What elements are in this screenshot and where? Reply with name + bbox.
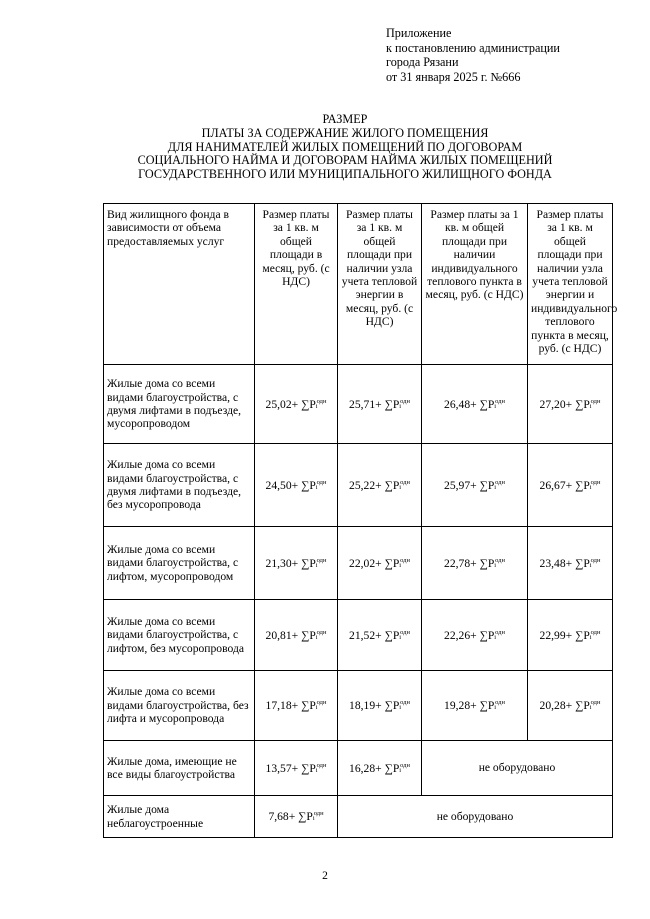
rate-cell xyxy=(255,671,338,741)
plus-sign: + xyxy=(375,628,385,642)
not-equipped-note: не оборудовано xyxy=(338,796,613,838)
table-row xyxy=(104,365,613,444)
table-row xyxy=(104,671,613,741)
rate-cell xyxy=(422,365,528,444)
title-line: ГОСУДАРСТВЕННОГО ИЛИ МУНИЦИПАЛЬНОГО ЖИЛИЩНОГО ФОНДА xyxy=(138,167,552,182)
formula-subscript: i xyxy=(399,402,402,410)
document-title xyxy=(95,113,595,182)
rate-cell xyxy=(338,671,422,741)
plus-sign: + xyxy=(291,478,302,492)
rate-cell xyxy=(528,527,613,600)
rate-value: 21,30 xyxy=(265,556,292,570)
plus-sign: + xyxy=(375,478,385,492)
column-header-heat-point-rate: Размер платы за 1 кв. м общей площади при наличии индивидуального теплового пункта в месяц, руб. (с НДС) xyxy=(422,204,528,365)
formula-superscript: одн xyxy=(590,397,601,405)
plus-sign: + xyxy=(375,556,385,570)
plus-sign: + xyxy=(291,761,302,775)
formula-subscript: i xyxy=(399,561,402,569)
formula-superscript: одн xyxy=(316,478,327,486)
rate-cell xyxy=(338,365,422,444)
rate-cell xyxy=(528,444,613,527)
rate-cell xyxy=(422,671,528,741)
rate-cell xyxy=(338,600,422,671)
rate-cell xyxy=(255,365,338,444)
formula-superscript: одн xyxy=(400,556,410,564)
plus-sign: + xyxy=(470,628,480,642)
formula-superscript: одн xyxy=(316,397,327,405)
formula-superscript: одн xyxy=(590,628,601,636)
rate-cell xyxy=(255,444,338,527)
formula-subscript: i xyxy=(589,483,592,491)
plus-sign: + xyxy=(565,478,576,492)
housing-type-cell: Жилые дома со всеми видами благоустройства, без лифта и мусоропровода xyxy=(104,671,255,741)
formula-superscript: одн xyxy=(495,556,505,564)
formula-superscript: одн xyxy=(316,761,327,769)
sum-formula-symbol: ∑P xyxy=(384,761,400,775)
rate-value: 20,81 xyxy=(265,628,292,642)
formula-superscript: одн xyxy=(400,699,410,707)
page-number: 2 xyxy=(322,870,328,882)
rate-cell xyxy=(255,527,338,600)
sum-formula-symbol: ∑P xyxy=(384,699,400,713)
appendix-line: к постановлению администрации xyxy=(386,40,560,55)
rate-cell xyxy=(528,671,613,741)
plus-sign: + xyxy=(565,628,576,642)
plus-sign: + xyxy=(470,478,480,492)
appendix-line: Приложение xyxy=(386,26,452,40)
formula-superscript: одн xyxy=(495,628,505,636)
title-line: СОЦИАЛЬНОГО НАЙМА И ДОГОВОРАМ НАЙМА ЖИЛЫХ ПОМЕЩЕНИЙ xyxy=(137,153,553,168)
rate-value: 22,02 xyxy=(349,556,376,570)
appendix-line: города Рязани xyxy=(386,55,459,70)
rate-value: 27,20 xyxy=(539,397,566,411)
not-equipped-note: не оборудовано xyxy=(422,741,613,796)
formula-superscript: одн xyxy=(316,699,327,707)
rate-value: 17,18 xyxy=(265,699,292,713)
plus-sign: + xyxy=(470,397,480,411)
sum-formula-symbol: ∑P xyxy=(301,478,316,492)
sum-formula-symbol: ∑P xyxy=(479,556,495,570)
formula-superscript: одн xyxy=(313,810,324,818)
formula-subscript: i xyxy=(399,483,402,491)
formula-subscript: i xyxy=(315,704,318,712)
formula-subscript: i xyxy=(315,766,318,774)
rate-cell xyxy=(338,444,422,527)
housing-type-cell: Жилые дома со всеми видами благоустройства, с лифтом, мусоропроводом xyxy=(104,527,255,600)
appendix-line: от 31 января 2025 г. №666 xyxy=(386,69,521,84)
rate-value: 26,67 xyxy=(539,478,566,492)
housing-type-cell: Жилые дома, имеющие не все виды благоустройства xyxy=(104,741,255,796)
title-line: ДЛЯ НАНИМАТЕЛЕЙ ЖИЛЫХ ПОМЕЩЕНИЙ ПО ДОГОВОРАМ xyxy=(167,139,523,154)
title-line: ПЛАТЫ ЗА СОДЕРЖАНИЕ ЖИЛОГО ПОМЕЩЕНИЯ xyxy=(201,125,489,140)
formula-subscript: i xyxy=(315,561,318,569)
formula-subscript: i xyxy=(494,704,497,712)
sum-formula-symbol: ∑P xyxy=(479,699,495,713)
appendix-block xyxy=(386,26,560,84)
sum-formula-symbol: ∑P xyxy=(479,478,495,492)
formula-superscript: одн xyxy=(400,478,410,486)
sum-formula-symbol: ∑P xyxy=(301,556,316,570)
rate-cell xyxy=(255,741,338,796)
rate-value: 22,26 xyxy=(444,628,471,642)
formula-subscript: i xyxy=(589,402,592,410)
sum-formula-symbol: ∑P xyxy=(301,761,316,775)
rate-cell xyxy=(528,600,613,671)
rate-cell xyxy=(422,600,528,671)
plus-sign: + xyxy=(291,397,302,411)
column-header-base-rate: Размер платы за 1 кв. м общей площади в месяц, руб. (с НДС) xyxy=(255,204,338,365)
formula-superscript: одн xyxy=(495,397,505,405)
sum-formula-symbol: ∑P xyxy=(575,556,590,570)
housing-type-cell: Жилые дома неблагоустроенные xyxy=(104,796,255,838)
plus-sign: + xyxy=(288,810,299,824)
column-header-meter-and-point-rate: Размер платы за 1 кв. м общей площади при наличии узла учета тепловой энергии и индивидуального теплового пункта в месяц, руб. (с НДС) xyxy=(528,204,613,365)
rate-cell xyxy=(422,444,528,527)
formula-subscript: i xyxy=(494,483,497,491)
sum-formula-symbol: ∑P xyxy=(301,628,316,642)
rate-cell xyxy=(338,527,422,600)
rate-cell xyxy=(255,796,338,838)
sum-formula-symbol: ∑P xyxy=(384,628,400,642)
plus-sign: + xyxy=(291,628,302,642)
title-line: РАЗМЕР xyxy=(322,112,368,126)
plus-sign: + xyxy=(291,699,302,713)
sum-formula-symbol: ∑P xyxy=(575,699,590,713)
rate-value: 16,28 xyxy=(349,761,376,775)
formula-subscript: i xyxy=(399,633,402,641)
plus-sign: + xyxy=(375,761,385,775)
sum-formula-symbol: ∑P xyxy=(479,397,495,411)
rate-value: 22,78 xyxy=(444,556,471,570)
sum-formula-symbol: ∑P xyxy=(384,478,400,492)
rate-value: 22,99 xyxy=(539,628,566,642)
sum-formula-symbol: ∑P xyxy=(384,397,400,411)
rate-value: 24,50 xyxy=(265,478,292,492)
housing-type-cell: Жилые дома со всеми видами благоустройства, с двумя лифтами в подъезде, мусоропроводом xyxy=(104,365,255,444)
table-header-row xyxy=(104,204,613,365)
rate-cell xyxy=(255,600,338,671)
rate-value: 18,19 xyxy=(349,699,376,713)
table-body xyxy=(104,365,613,838)
rate-value: 26,48 xyxy=(444,397,471,411)
plus-sign: + xyxy=(565,397,576,411)
formula-superscript: одн xyxy=(400,761,410,769)
sum-formula-symbol: ∑P xyxy=(301,397,316,411)
plus-sign: + xyxy=(375,699,385,713)
table-row xyxy=(104,741,613,796)
rate-value: 25,22 xyxy=(349,478,376,492)
formula-superscript: одн xyxy=(400,397,410,405)
rate-cell xyxy=(422,527,528,600)
rate-value: 20,28 xyxy=(539,699,566,713)
formula-subscript: i xyxy=(494,402,497,410)
rate-value: 25,71 xyxy=(349,397,376,411)
formula-subscript: i xyxy=(494,633,497,641)
formula-subscript: i xyxy=(315,633,318,641)
table-row xyxy=(104,444,613,527)
formula-subscript: i xyxy=(399,766,402,774)
formula-superscript: одн xyxy=(400,628,410,636)
rate-cell xyxy=(528,365,613,444)
plus-sign: + xyxy=(291,556,302,570)
rate-value: 25,97 xyxy=(444,478,471,492)
formula-subscript: i xyxy=(315,402,318,410)
plus-sign: + xyxy=(375,397,385,411)
fee-table xyxy=(103,203,618,838)
table-row xyxy=(104,600,613,671)
plus-sign: + xyxy=(470,699,480,713)
plus-sign: + xyxy=(470,556,480,570)
formula-subscript: i xyxy=(494,561,497,569)
formula-subscript: i xyxy=(589,561,592,569)
housing-type-cell: Жилые дома со всеми видами благоустройства, с лифтом, без мусоропровода xyxy=(104,600,255,671)
rate-value: 19,28 xyxy=(444,699,471,713)
column-header-heat-meter-rate: Размер платы за 1 кв. м общей площади при наличии узла учета тепловой энергии в месяц, руб. (с НДС) xyxy=(338,204,422,365)
column-header-housing-type: Вид жилищного фонда в зависимости от объема предоставляемых услуг xyxy=(104,204,255,365)
sum-formula-symbol: ∑P xyxy=(575,628,590,642)
rate-value: 23,48 xyxy=(539,556,566,570)
formula-superscript: одн xyxy=(590,699,601,707)
sum-formula-symbol: ∑P xyxy=(301,699,316,713)
rate-cell xyxy=(338,741,422,796)
formula-subscript: i xyxy=(589,704,592,712)
formula-subscript: i xyxy=(589,633,592,641)
formula-subscript: i xyxy=(315,483,318,491)
rate-value: 13,57 xyxy=(265,761,292,775)
formula-superscript: одн xyxy=(590,556,601,564)
sum-formula-symbol: ∑P xyxy=(479,628,495,642)
housing-type-cell: Жилые дома со всеми видами благоустройства, с двумя лифтами в подъезде, без мусоропровода xyxy=(104,444,255,527)
formula-superscript: одн xyxy=(316,628,327,636)
table-row xyxy=(104,527,613,600)
formula-subscript: i xyxy=(312,815,315,823)
formula-superscript: одн xyxy=(495,699,505,707)
rate-value: 25,02 xyxy=(265,397,292,411)
formula-superscript: одн xyxy=(495,478,505,486)
plus-sign: + xyxy=(565,699,576,713)
sum-formula-symbol: ∑P xyxy=(298,810,313,824)
formula-superscript: одн xyxy=(316,556,327,564)
formula-superscript: одн xyxy=(590,478,601,486)
sum-formula-symbol: ∑P xyxy=(575,478,590,492)
table-row xyxy=(104,796,613,838)
sum-formula-symbol: ∑P xyxy=(384,556,400,570)
sum-formula-symbol: ∑P xyxy=(575,397,590,411)
rate-value: 21,52 xyxy=(349,628,376,642)
rate-value: 7,68 xyxy=(268,810,289,824)
plus-sign: + xyxy=(565,556,576,570)
formula-subscript: i xyxy=(399,704,402,712)
